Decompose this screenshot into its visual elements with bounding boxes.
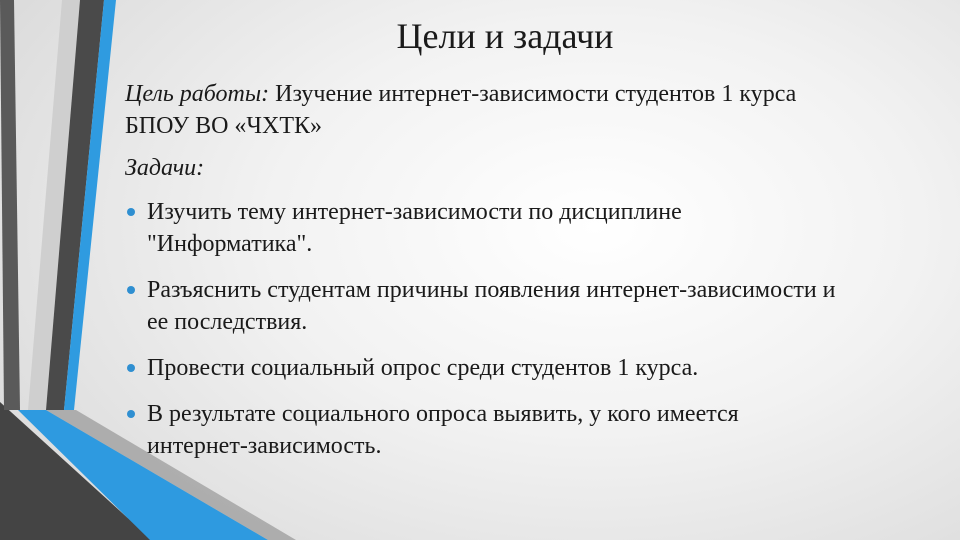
task-item (125, 196, 845, 260)
bullet-dot-icon (127, 410, 135, 418)
tasks-label: Задачи: (125, 155, 205, 181)
bullet-dot-icon (127, 364, 135, 372)
bullet-dot-icon (127, 286, 135, 294)
thin-dark-line (0, 0, 20, 410)
slide-title: Цели и задачи (396, 16, 614, 56)
task-item (125, 352, 845, 384)
task-text: Разъяснить студентам причины появления интернет-зависимости и ее последствия. (147, 277, 836, 335)
task-list (125, 196, 845, 462)
task-item (125, 274, 845, 338)
task-item (125, 398, 845, 462)
goal-paragraph (125, 78, 845, 142)
task-text: В результате социального опроса выявить, у кого имеется интернет-зависимость. (147, 401, 739, 459)
task-text: Провести социальный опрос среди студентов 1 курса. (147, 355, 699, 381)
task-text: Изучить тему интернет-зависимости по дисциплине "Информатика". (147, 199, 682, 257)
goal-text: Изучение интернет-зависимости студентов 1 курса БПОУ ВО «ЧХТК» (125, 81, 797, 139)
slide-content (125, 78, 845, 476)
goal-label: Цель работы: (125, 81, 270, 107)
bullet-dot-icon (127, 208, 135, 216)
